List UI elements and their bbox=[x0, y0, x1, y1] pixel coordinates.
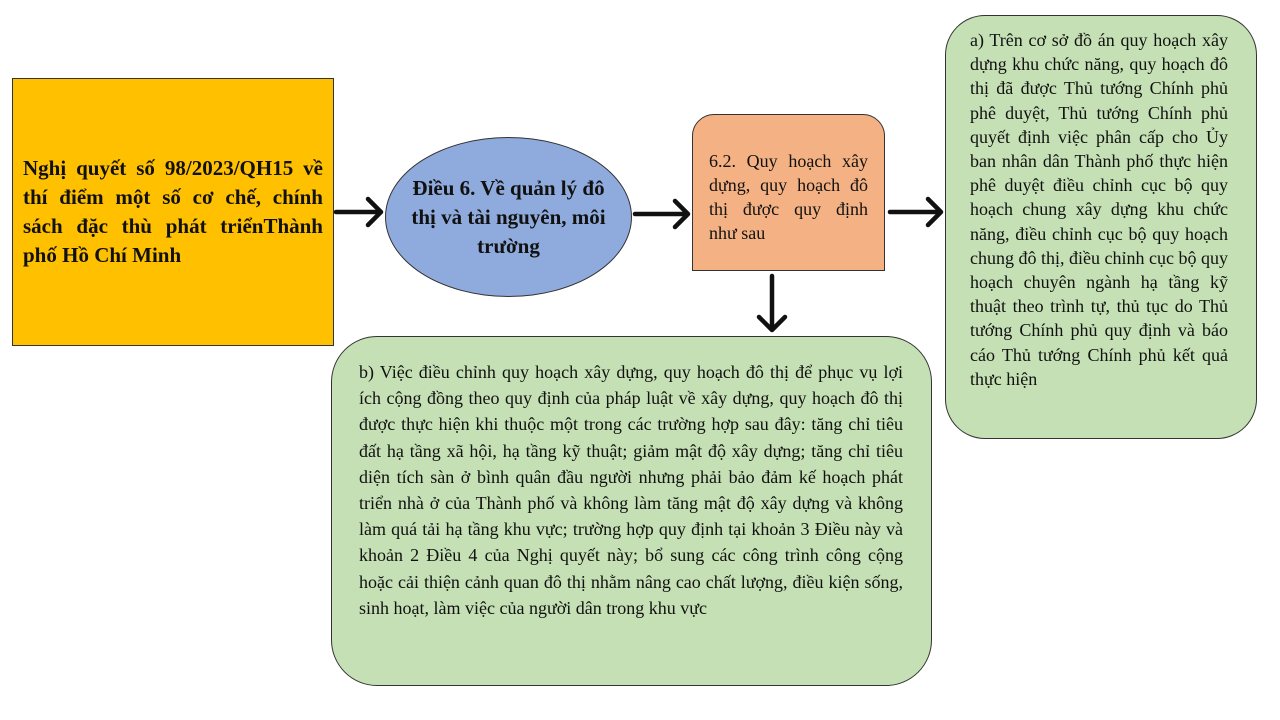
article-6-ellipse bbox=[385, 137, 632, 297]
item-b-text: b) Việc điều chỉnh quy hoạch xây dựng, quy hoạch đô thị để phục vụ lợi ích cộng đồng theo quy định của pháp luật về xây dựng, quy hoạch đô thị được thực hiện khi thuộc một trong các trường hợp sau đây: tăng chỉ tiêu đất hạ tầng xã hội, hạ tầng kỹ thuật; giảm mật độ xây dựng; tăng chỉ tiêu diện tích sàn ở bình quân đầu người nhưng phải bảo đảm kế hoạch phát triển nhà ở của Thành phố và không làm tăng mật độ xây dựng và không làm quá tải hạ tầng khu vực; trường hợp quy định tại khoản 3 Điều này và khoản 2 Điều 4 của Nghị quyết này; bổ sung các công trình công cộng hoặc cải thiện cảnh quan đô thị nhằm nâng cao chất lượng, điều kiện sống, sinh hoạt, làm việc của người dân trong khu vực bbox=[359, 362, 903, 618]
arrow-section-to-item-a bbox=[890, 199, 941, 225]
resolution-box bbox=[12, 78, 334, 346]
section-6-2-box bbox=[692, 114, 885, 271]
item-a-box bbox=[945, 15, 1257, 439]
arrow-section-to-item-b bbox=[759, 276, 785, 330]
resolution-text: Nghị quyết số 98/2023/QH15 về thí điểm một số cơ chế, chính sách đặc thù phát triểnThành phố Hồ Chí Minh bbox=[23, 156, 323, 267]
arrow-article-to-section bbox=[635, 201, 688, 227]
article-6-text: Điều 6. Về quản lý đô thị và tài nguyên, môi trường bbox=[411, 175, 606, 258]
arrow-resolution-to-article bbox=[336, 199, 381, 225]
item-b-box bbox=[331, 336, 932, 686]
item-a-text: a) Trên cơ sở đồ án quy hoạch xây dựng khu chức năng, quy hoạch đô thị đã được Thủ tướng Chính phủ phê duyệt, Thủ tướng Chính phủ quyết định việc phân cấp cho Ủy ban nhân dân Thành phố thực hiện phê duyệt điều chỉnh cục bộ quy hoạch chung xây dựng khu chức năng, điều chỉnh cục bộ quy hoạch chung đô thị, điều chỉnh cục bộ quy hoạch chuyên ngành hạ tầng kỹ thuật theo trình tự, thủ tục do Thủ tướng Chính phủ quy định và báo cáo Thủ tướng Chính phủ kết quả thực hiện bbox=[970, 30, 1228, 389]
section-6-2-text: 6.2. Quy hoạch xây dựng, quy hoạch đô thị được quy định như sau bbox=[709, 151, 868, 243]
